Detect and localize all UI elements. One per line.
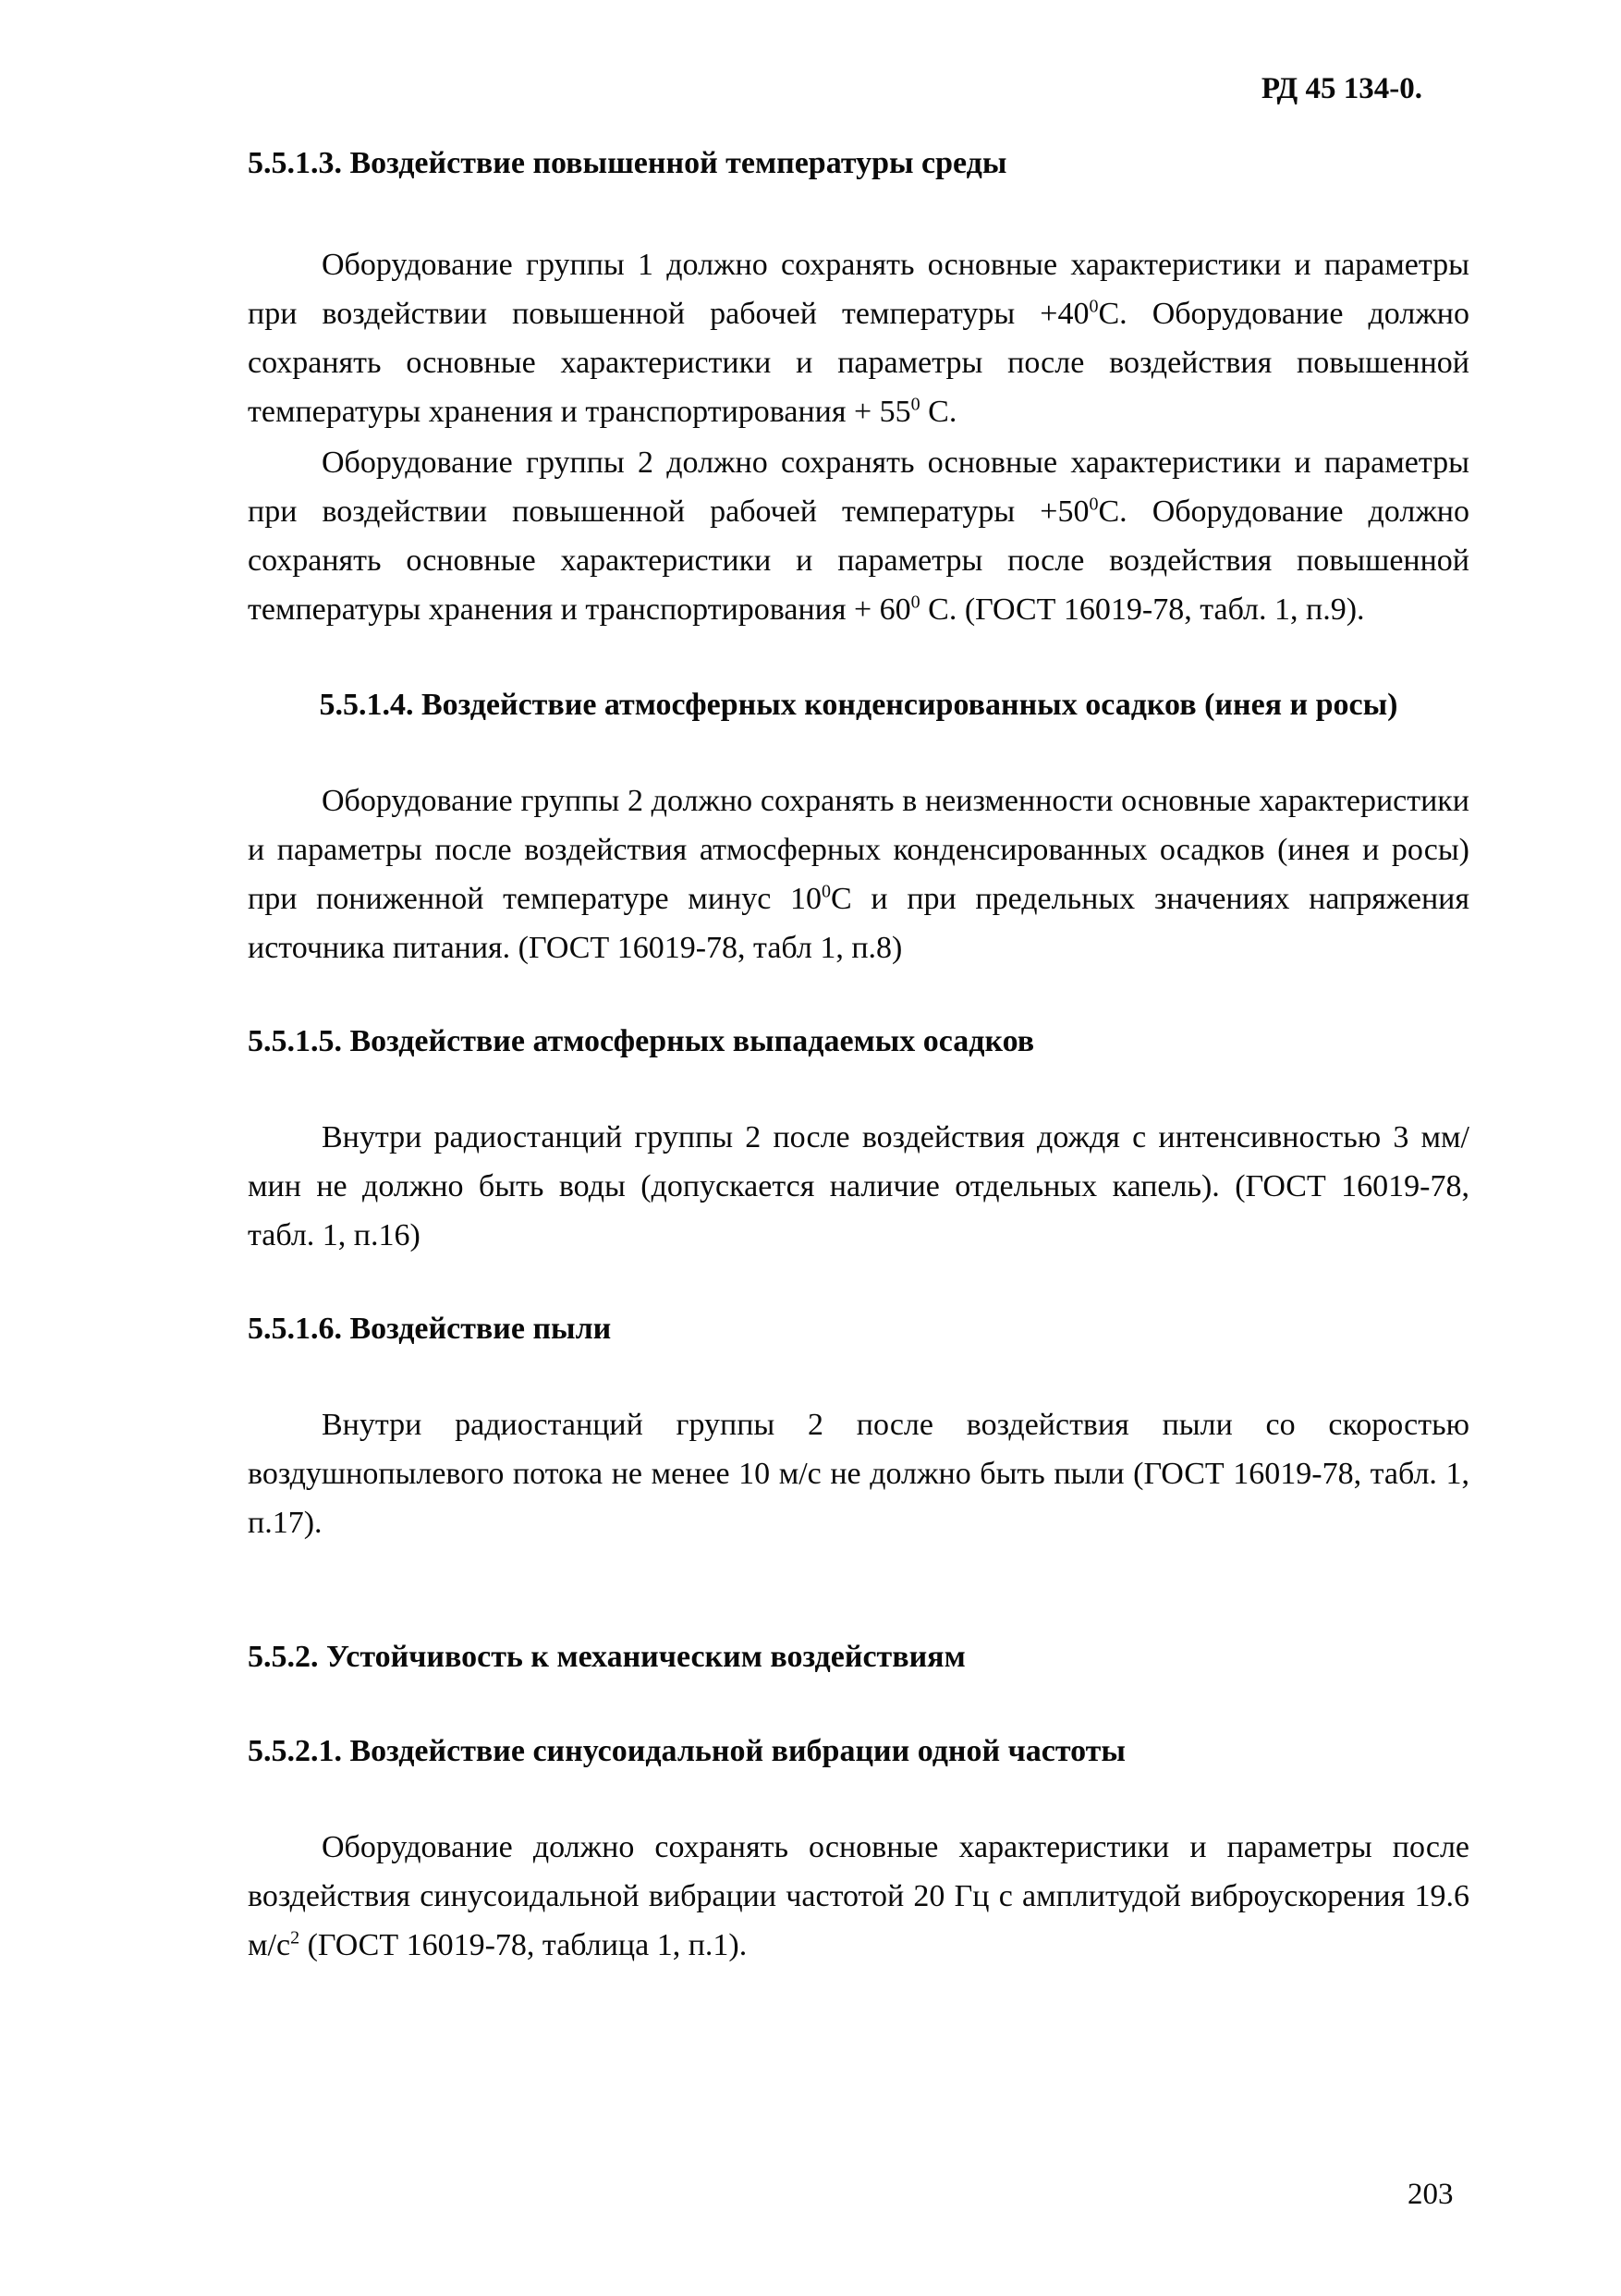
paragraph: Внутри радиостанций группы 2 после воздействия пыли со скоростью воздушнопылевого потока не менее 10 м/с не должно быть пыли (ГОСТ 16019-78, табл. 1, п.17). [248, 1408, 1469, 1540]
section-heading: 5.5.1.6. Воздействие пыли [248, 1312, 612, 1346]
section-heading: 5.5.1.4. Воздействие атмосферных конденсированных осадков (инея и росы) [319, 688, 1398, 722]
paragraph: Оборудование группы 2 должно сохранять основные характеристики и параметры при воздействии повышенной рабочей температуры $+50^0С$. Оборудование должно сохранять основные характеристики и параметры после воздействия повышенной температуры хранения и транспортирования + $60^0$ С. (ГОСТ 16019-78, табл. 1, п.9). [248, 446, 1469, 627]
paragraph: Оборудование должно сохранять основные характеристики и параметры после воздействия синусоидальной вибрации частотой 20 Гц с амплитудой виброускорения 19.6 $м/с^2$ (ГОСТ 16019-78, таблица 1, п.1). [248, 1830, 1469, 1962]
page-content [248, 139, 1469, 1970]
paragraph: Оборудование группы 2 должно сохранять в неизменности основные характеристики и параметры после воздействия атмосферных конденсированных осадков (инея и росы) при пониженной температуре минус $10^0С$ и при предельных значениях напряжения источника питания. (ГОСТ 16019-78, табл 1, п.8) [248, 784, 1469, 965]
section-heading: 5.5.2.1. Воздействие синусоидальной вибрации одной частоты [248, 1734, 1126, 1768]
section-heading: 5.5.2. Устойчивость к механическим воздействиям [248, 1640, 966, 1674]
section-heading: 5.5.1.3. Воздействие повышенной температуры среды [248, 146, 1007, 180]
paragraph: Внутри радиостанций группы 2 после воздействия дождя с интенсивностью 3 мм/мин не должно быть воды (допускается наличие отдельных капель). (ГОСТ 16019-78, табл. 1, п.16) [248, 1120, 1469, 1252]
page-number: 203 [1408, 2178, 1454, 2211]
section-heading: 5.5.1.5. Воздействие атмосферных выпадаемых осадков [248, 1024, 1035, 1058]
document-code: РД 45 134-0. [1261, 72, 1422, 105]
paragraph: Оборудование группы 1 должно сохранять основные характеристики и параметры при воздействии повышенной рабочей температуры $+40^0С$. Оборудование должно сохранять основные характеристики и параметры после воздействия повышенной температуры хранения и транспортирования + $55^0$ С. [248, 248, 1469, 429]
